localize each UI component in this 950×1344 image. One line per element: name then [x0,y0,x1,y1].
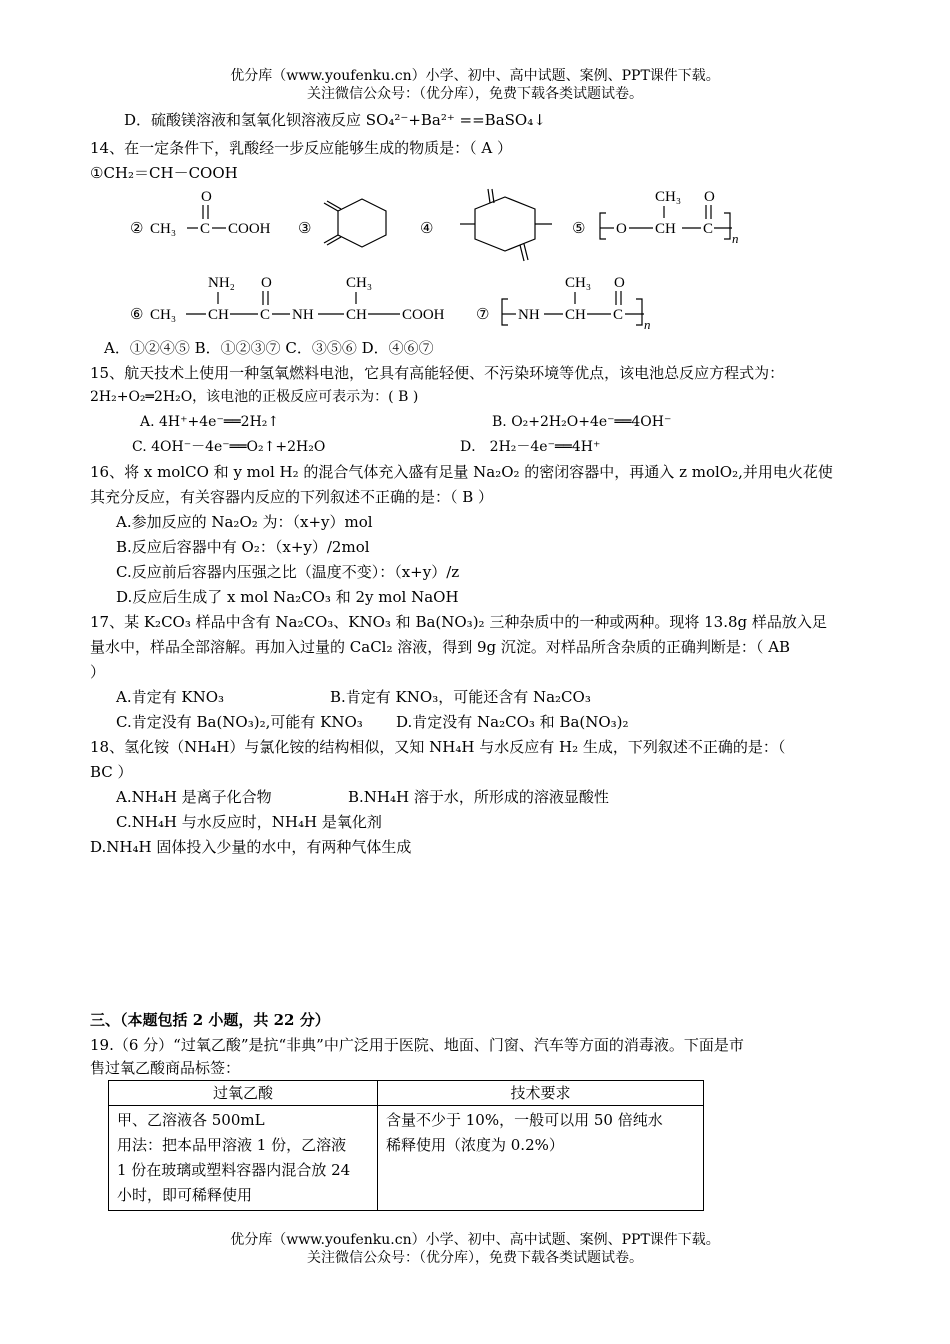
s5-o2: O [704,189,715,205]
q16-stem-2: 其充分反应，有关容器内反应的下列叙述不正确的是：（ B ） [90,488,494,506]
s5-o: O [616,221,627,237]
s7-o: O [614,275,625,291]
s6-c: C [260,307,271,323]
s6-nh: NH [292,307,314,323]
q14-structures [120,183,760,333]
q15-option-c: C. 4OH⁻－4e⁻══O₂↑+2H₂O [132,439,326,455]
s7-n: n [644,317,651,332]
struct-label-3: ③ [298,221,312,237]
struct-label-5: ⑤ [572,221,586,237]
q15-stem-2: 2H₂+O₂═2H₂O，该电池的正极反应可表示为：( B ) [90,389,419,405]
s6-ch: CH [208,307,229,323]
s7-ch3: CH₃ [565,275,592,291]
label-cell-left [109,1106,378,1211]
q15-stem-1: 15、航天技术上使用一种氢氧燃料电池，它具有高能轻便、不污染环境等优点，该电池总反应方程式为： [90,364,785,382]
q17-stem-2: 量水中，样品全部溶解。再加入过量的 CaCl₂ 溶液，得到 9g 沉淀。对样品所含杂质的正确判断是：（ AB [90,638,791,656]
q14-item-1: ①CH₂＝CH－COOH [90,164,238,182]
s7-nh: NH [518,307,540,323]
q19-stem-2: 售过氧乙酸商品标签： [90,1059,241,1077]
header-line-2: 关注微信公众号：（优分库），免费下载各类试题试卷。 [307,86,643,102]
section-3-title: 三、（本题包括 2 小题，共 22 分） [90,1011,330,1029]
q13-option-d: D．硫酸镁溶液和氢氧化钡溶液反应 SO₄²⁻+Ba²⁺ ==BaSO₄↓ [124,111,546,129]
q18-stem-1: 18、氢化铵（NH₄H）与氯化铵的结构相似，又知 NH₄H 与水反应有 H₂ 生成，下列叙述不正确的是：（ [90,738,786,756]
q16-option-c: C.反应前后容器内压强之比（温度不变）：（x+y）/z [116,563,460,581]
label-left-line: 甲、乙溶液各 500mL [117,1111,265,1129]
q18-option-d: D.NH₄H 固体投入少量的水中，有两种气体生成 [90,838,412,856]
footer-line-1: 优分库（www.youfenku.cn）小学、初中、高中试题、案例、PPT课件下载。 [230,1232,720,1248]
s5-ch3: CH₃ [655,189,682,205]
label-left-line: 1 份在玻璃或塑料容器内混合放 24 [117,1161,351,1179]
q18-stem-2: BC ） [90,763,133,781]
struct-label-6: ⑥ [130,307,144,323]
s6-ch3: CH₃ [150,307,177,323]
q14-stem: 14、在一定条件下，乳酸经一步反应能够生成的物质是：（ A ） [90,139,512,157]
q16-option-b: B.反应后容器中有 O₂：（x+y）/2mol [116,538,370,556]
label-head-left: 过氧乙酸 [109,1081,378,1106]
q17-option-c: C.肯定没有 Ba(NO₃)₂,可能有 KNO₃ [116,713,363,731]
struct-label-4: ④ [420,221,434,237]
q18-option-b: B.NH₄H 溶于水，所形成的溶液显酸性 [348,788,609,806]
q16-option-a: A.参加反应的 Na₂O₂ 为：（x+y）mol [116,513,373,531]
s6-o: O [261,275,272,291]
s2-c: C [200,221,211,237]
product-label-table [108,1080,704,1211]
q17-stem-3: ） [90,663,106,681]
q19-stem-1: 19.（6 分）“过氧乙酸”是抗“非典”中广泛用于医院、地面、门窗、汽车等方面的消毒液。下面是市 [90,1036,744,1054]
q17-option-d: D.肯定没有 Na₂CO₃ 和 Ba(NO₃)₂ [396,713,629,731]
s6-cooh: COOH [402,307,445,323]
s2-ch3: CH₃ [150,221,177,237]
q15-option-b: B. O₂+2H₂O+4e⁻══4OH⁻ [492,414,672,430]
s2-cooh: COOH [228,221,271,237]
footer-line-2: 关注微信公众号：（优分库），免费下载各类试题试卷。 [307,1250,643,1266]
label-right-line: 含量不少于 10%，一般可以用 50 倍纯水 [386,1111,663,1129]
q15-option-a: A. 4H⁺+4e⁻══2H₂↑ [140,414,280,430]
struct-label-2: ② [130,221,144,237]
s2-o: O [201,189,212,205]
q18-option-a: A.NH₄H 是离子化合物 [116,788,272,806]
q17-stem-1: 17、某 K₂CO₃ 样品中含有 Na₂CO₃、KNO₃ 和 Ba(NO₃)₂ 三种杂质中的一种或两种。现将 13.8g 样品放入足 [90,613,827,631]
q17-option-a: A.肯定有 KNO₃ [116,688,225,706]
q15-option-d: D． 2H₂－4e⁻══4H⁺ [460,439,601,455]
q16-stem-1: 16、将 x molCO 和 y mol H₂ 的混合气体充入盛有足量 Na₂O₂ 的密闭容器中，再通入 z molO₂,并用电火花使 [90,463,833,481]
q18-option-c: C.NH₄H 与水反应时，NH₄H 是氧化剂 [116,813,382,831]
label-right-line: 稀释使用（浓度为 0.2%） [386,1136,564,1154]
q14-options: A．①②④⑤ B．①②③⑦ C．③⑤⑥ D．④⑥⑦ [104,339,434,357]
s5-c: C [703,221,714,237]
struct-label-7: ⑦ [476,307,490,323]
header-line-1: 优分库（www.youfenku.cn）小学、初中、高中试题、案例、PPT课件下载。 [230,68,720,84]
s6-nh2: NH₂ [208,275,235,291]
label-head-right: 技术要求 [378,1081,704,1106]
s7-c: C [613,307,624,323]
s6-ch3-b: CH₃ [346,275,373,291]
q17-option-b: B.肯定有 KNO₃，可能还含有 Na₂CO₃ [330,688,591,706]
s6-ch-b: CH [346,307,367,323]
s5-ch: CH [655,221,676,237]
label-left-line: 小时，即可稀释使用 [117,1186,253,1204]
label-left-line: 用法：把本品甲溶液 1 份，乙溶液 [117,1136,347,1154]
s7-ch: CH [565,307,586,323]
label-cell-right [378,1106,704,1211]
q16-option-d: D.反应后生成了 x mol Na₂CO₃ 和 2y mol NaOH [116,588,459,606]
s5-n: n [732,231,739,246]
